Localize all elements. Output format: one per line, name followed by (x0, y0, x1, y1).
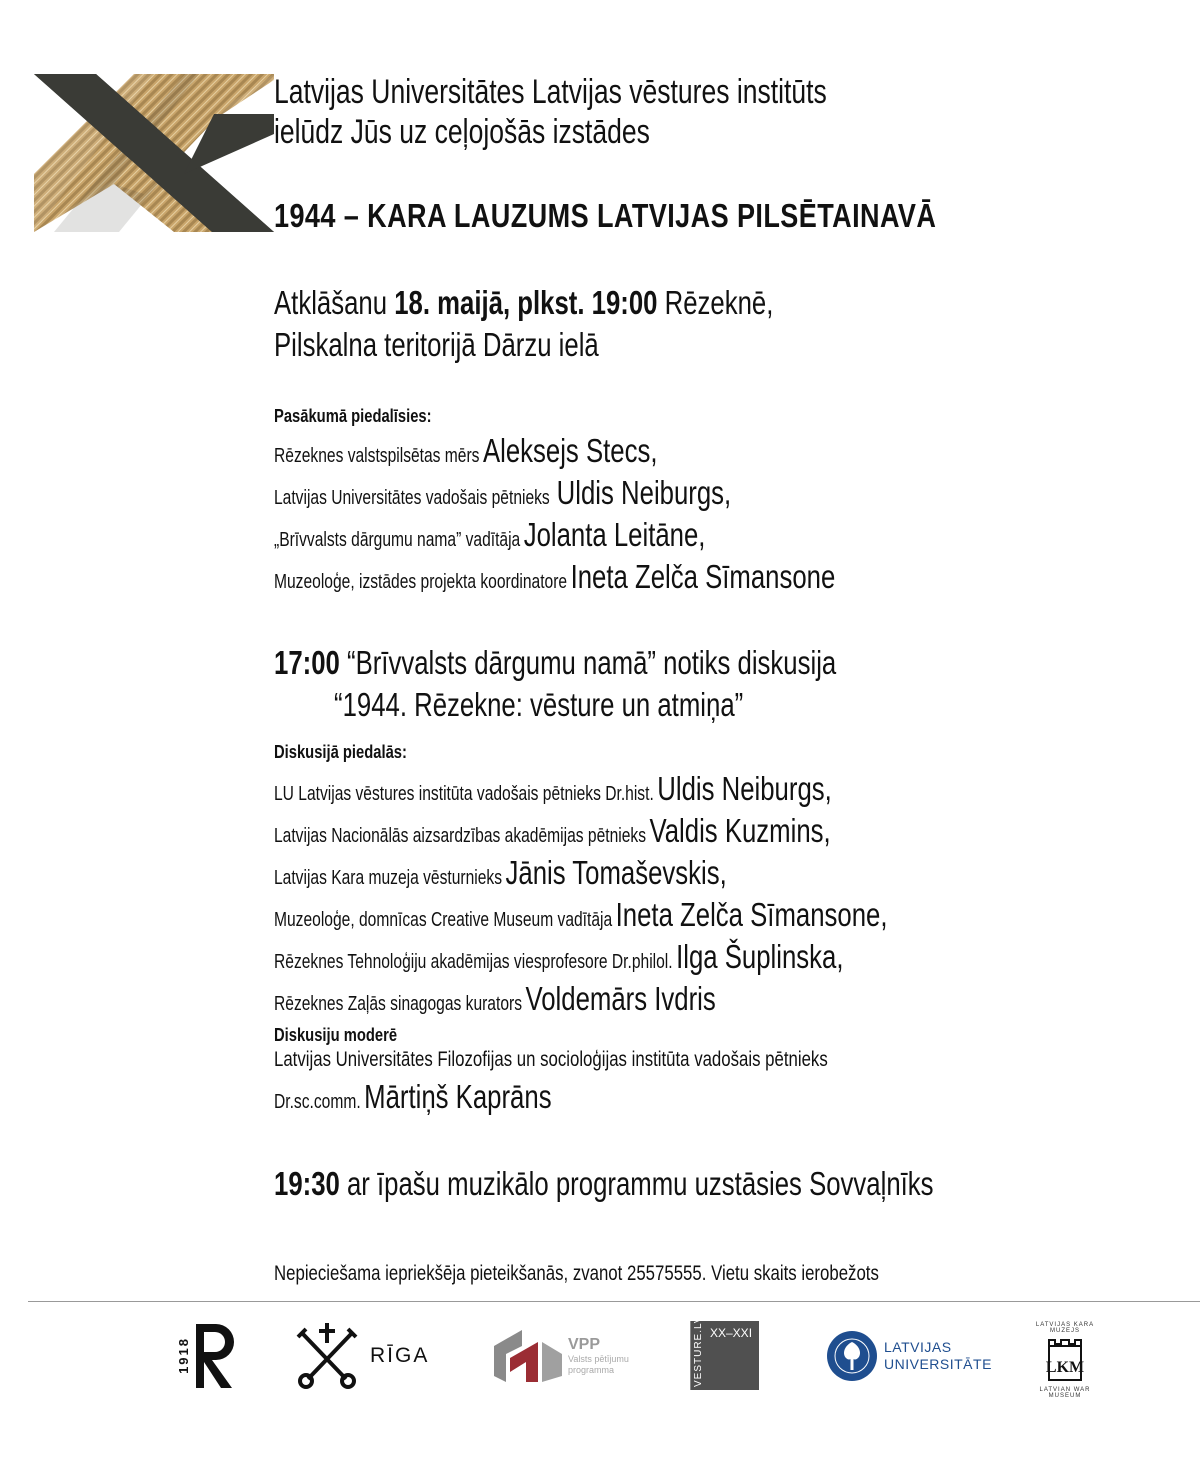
discussion-info (274, 642, 995, 726)
music-time: 19:30 (274, 1165, 340, 1202)
participant-1: Rēzeknes valstspilsētas mērs Aleksejs Stecs, (274, 432, 658, 469)
panelist-4: Muzeoloģe, domnīcas Creative Museum vadītāja Ineta Zelča Sīmansone, (274, 896, 888, 933)
opening-date: 18. maijā, plkst. 19:00 (394, 284, 658, 321)
exhibition-title-wrap (274, 197, 1082, 235)
vesture-sub: XX–XXI (710, 1326, 753, 1340)
vpp-sub-2: programma (568, 1364, 615, 1375)
exhibition-x-logo (34, 74, 274, 232)
lu-wordmark-1: LATVIJAS (884, 1338, 952, 1355)
registration-note-wrap (274, 1262, 1030, 1286)
participants-heading-wrap (274, 406, 466, 427)
discussion-line-1: 17:00 “Brīvvalsts dārgumu namā” notiks diskusija (274, 644, 837, 681)
intro-text (274, 72, 983, 152)
music-info (274, 1163, 1120, 1205)
intro-line-2: ielūdz Jūs uz ceļojošās izstādes (274, 113, 650, 151)
moderator-name: Mārtiņš Kaprāns (364, 1078, 552, 1115)
vpp-title: VPP (568, 1335, 601, 1353)
participant-3: „Brīvvalsts dārgumu nama” vadītāja Jolanta Leitāne, (274, 516, 706, 553)
vpp-sub-1: Valsts pētījumu (568, 1353, 629, 1364)
music-line: 19:30 ar īpašu muzikālo programmu uzstāsies Sovvaļnīks (274, 1165, 934, 1202)
logo-vesture (690, 1315, 759, 1393)
riga-wordmark: RĪGA (370, 1343, 430, 1367)
discussion-list (274, 770, 1061, 1022)
discussion-time: 17:00 (274, 644, 340, 681)
footer-divider (28, 1301, 1200, 1302)
opening-info (274, 282, 914, 366)
intro-line-1: Latvijas Universitātes Latvijas vēstures institūts (274, 73, 827, 111)
participant-4: Muzeoloģe, izstādes projekta koordinatore Ineta Zelča Sīmansone (274, 558, 836, 595)
war-museum-bottom-text: LATVIAN WAR MUSEUM (1039, 1386, 1091, 1399)
registration-note: Nepieciešama iepriekšēja pieteikšanās, zvanot 25575555. Vietu skaits ierobežots (274, 1262, 879, 1285)
panelist-5: Rēzeknes Tehnoloģiju akadēmijas viesprofesore Dr.philol. Ilga Šuplinska, (274, 938, 844, 975)
moderator-line (274, 1078, 814, 1116)
participant-2: Latvijas Universitātes vadošais pētnieks Uldis Neiburgs, (274, 474, 732, 511)
logo-lu (826, 1318, 992, 1393)
vpp-mark-icon (492, 1328, 564, 1384)
opening-line-1 (274, 282, 773, 324)
panelist-2: Latvijas Nacionālās aizsardzības akadēmijas pētnieks Valdis Kuzmins, (274, 812, 831, 849)
war-museum-tower-icon (1043, 1336, 1087, 1382)
logo-riga (292, 1318, 429, 1393)
moderator-role: Latvijas Universitātes Filozofijas un socioloģijas institūta vadošais pētnieks (274, 1048, 828, 1071)
moderator-title: Dr.sc.comm. (274, 1091, 361, 1113)
discussion-heading-wrap (274, 742, 436, 763)
lu-seal-icon (826, 1330, 878, 1382)
svg-text:LKM: LKM (1045, 1358, 1085, 1376)
discussion-heading: Diskusijā piedalās: (274, 742, 407, 762)
opening-place: Pilskalna teritorijā Dārzu ielā (274, 326, 599, 363)
opening-city: Rēzeknē, (664, 284, 774, 321)
lu-wordmark-2: UNIVERSITĀTE (884, 1355, 992, 1372)
exhibition-title: 1944 – KARA LAUZUMS LATVIJAS PILSĒTAINAVĀ (274, 197, 937, 234)
logo-vpp (492, 1318, 629, 1393)
vesture-vertical-text: VESTURE.LV (690, 1321, 706, 1390)
r-letter-icon (194, 1322, 236, 1390)
panelist-6: Rēzeknes Zaļās sinagogas kurators Voldemārs Ivdris (274, 980, 716, 1017)
participants-list (274, 432, 994, 600)
moderator-heading: Diskusiju moderē (274, 1025, 398, 1045)
logo-rezekne: 1918 (176, 1318, 236, 1393)
crossed-keys-icon (292, 1321, 362, 1391)
opening-word: Atklāšanu (274, 284, 388, 321)
panelist-3: Latvijas Kara muzeja vēsturnieks Jānis Tomaševskis, (274, 854, 727, 891)
war-museum-top-text: LATVIJAS KARA MUZEJS (1035, 1321, 1095, 1334)
moderator-block (274, 1025, 966, 1116)
panelist-1: LU Latvijas vēstures institūta vadošais pētnieks Dr.hist. Uldis Neiburgs, (274, 770, 832, 807)
discussion-line-2: “1944. Rēzekne: vēsture un atmiņa” (334, 686, 744, 723)
logo-war-museum (1022, 1320, 1108, 1399)
participants-heading: Pasākumā piedalīsies: (274, 406, 432, 426)
